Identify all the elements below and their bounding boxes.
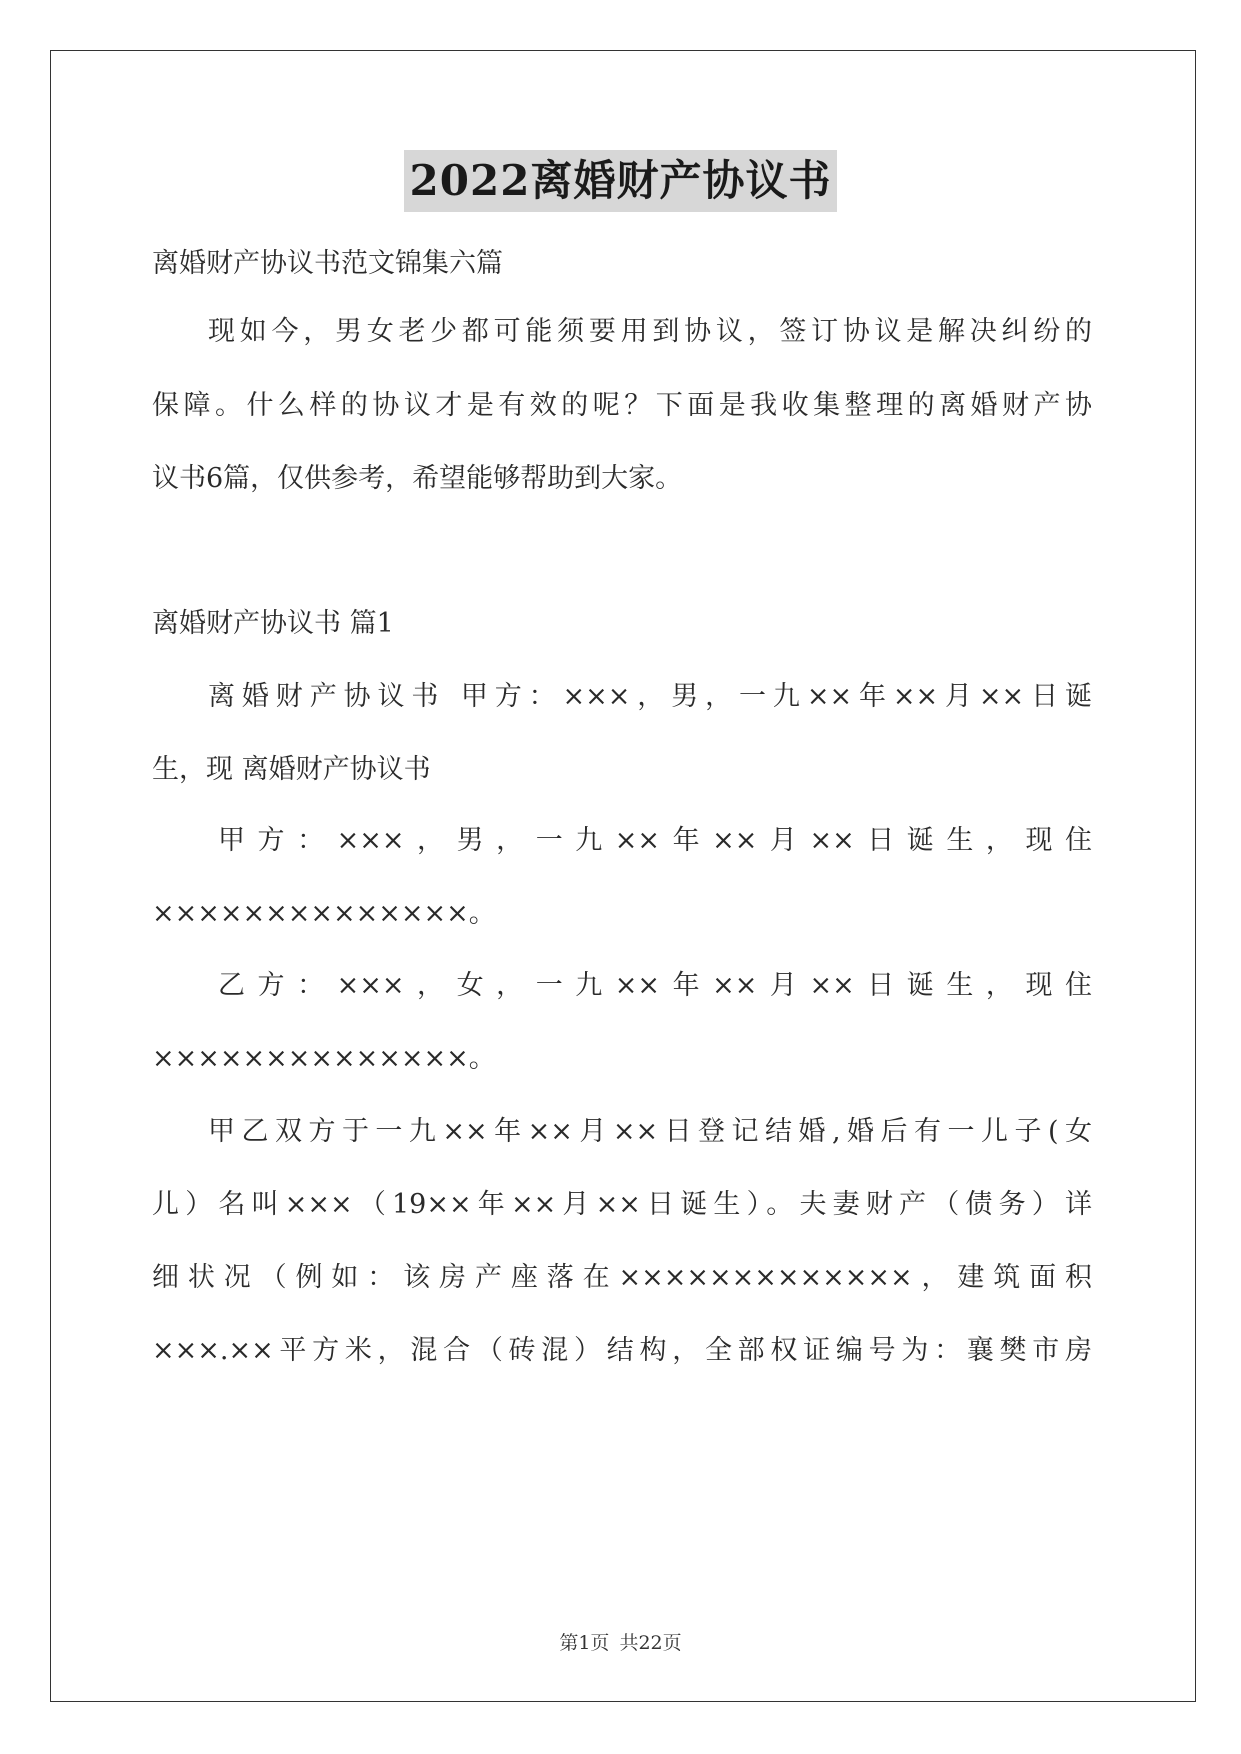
- paragraph-line: 细状况（例如：该房产座落在×××××××××××××，建筑面积: [152, 1262, 1092, 1293]
- page-total: 共22页: [619, 1632, 682, 1654]
- paragraph-line: 生，现 离婚财产协议书: [152, 754, 431, 785]
- paragraph-line: 议书6篇，仅供参考，希望能够帮助到大家。: [152, 463, 683, 494]
- paragraph-line: 保障。什么样的协议才是有效的呢？下面是我收集整理的离婚财产协: [152, 390, 1092, 421]
- paragraph-line: 现如今，男女老少都可能须要用到协议，签订协议是解决纠纷的: [208, 316, 1092, 347]
- subtitle-line: 离婚财产协议书范文锦集六篇: [152, 248, 503, 279]
- paragraph-line: ××××××××××××××。: [152, 1043, 496, 1074]
- paragraph-line: ×××.××平方米，混合（砖混）结构，全部权证编号为：襄樊市房: [152, 1335, 1092, 1366]
- page-number: 第1页: [559, 1632, 610, 1654]
- page-border: [50, 50, 1196, 1702]
- title-wrap: [0, 150, 1241, 212]
- document-title: 2022离婚财产协议书: [404, 150, 838, 212]
- paragraph-line: 甲乙双方于一九××年××月××日登记结婚,婚后有一儿子(女: [208, 1116, 1092, 1147]
- paragraph-line: 乙方：×××，女，一九××年××月××日诞生，现住: [218, 970, 1092, 1001]
- paragraph-line: 儿）名叫×××（19××年××月××日诞生）。夫妻财产（债务）详: [152, 1189, 1092, 1220]
- section-heading: 离婚财产协议书 篇1: [152, 608, 394, 639]
- paragraph-line: 离婚财产协议书 甲方：×××，男，一九××年××月××日诞: [208, 681, 1092, 712]
- paragraph-line: 甲方：×××，男，一九××年××月××日诞生，现住: [218, 825, 1092, 856]
- page-footer: [0, 1628, 1241, 1655]
- paragraph-line: ××××××××××××××。: [152, 898, 496, 929]
